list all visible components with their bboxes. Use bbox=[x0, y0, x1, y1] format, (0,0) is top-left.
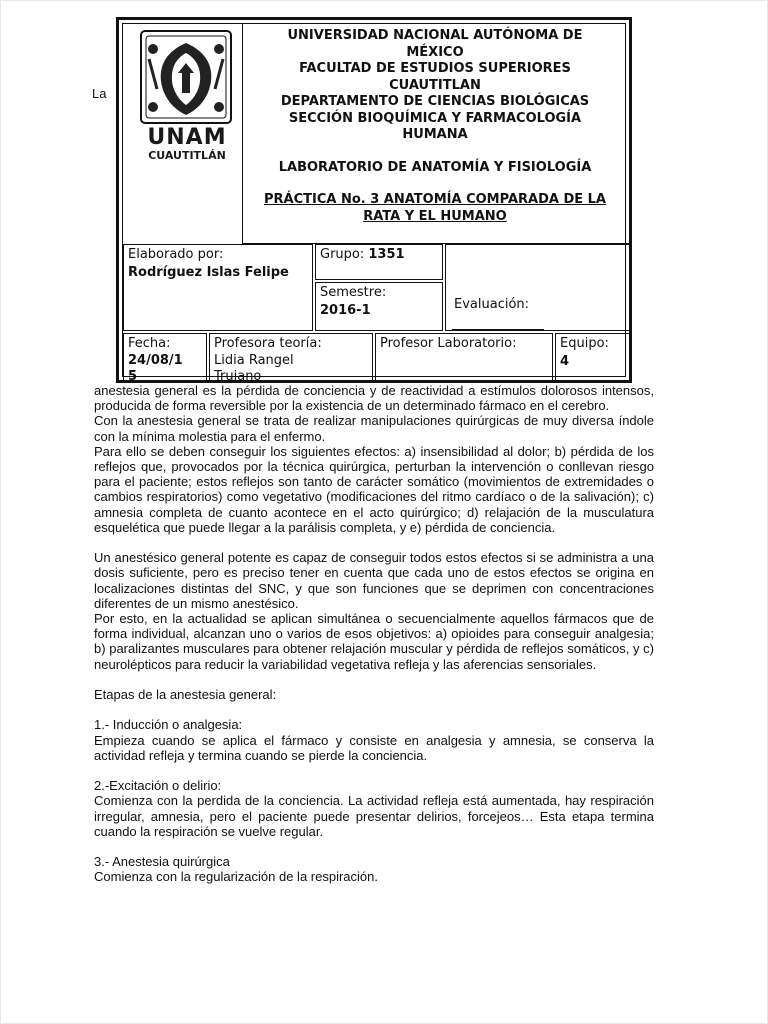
evaluacion-blank-line bbox=[452, 329, 544, 330]
profesora-cell bbox=[209, 333, 373, 383]
elaborado-cell bbox=[123, 244, 313, 331]
title-line: DEPARTAMENTO DE CIENCIAS BIOLÓGICAS bbox=[280, 94, 590, 109]
semestre-cell bbox=[315, 282, 443, 331]
paragraph: Comienza con la regularización de la respiración. bbox=[94, 869, 378, 885]
document-body bbox=[94, 383, 654, 885]
stage-heading: 1.- Inducción o analgesia: bbox=[94, 717, 243, 733]
grupo-cell bbox=[315, 244, 443, 280]
title-line: UNIVERSIDAD NACIONAL AUTÓNOMA DE bbox=[287, 28, 583, 43]
stage-heading: 3.- Anestesia quirúrgica bbox=[94, 854, 230, 870]
fecha-label: Fecha: bbox=[128, 336, 171, 351]
title-line: CUAUTITLAN bbox=[389, 77, 481, 93]
semestre-label: Semestre: bbox=[320, 285, 387, 300]
paragraph: Un anestésico general potente es capaz de conseguir todos estos efectos si se administra a una dosis suficiente, pero es preciso tener en cuenta que cada uno de estos efectos se origina en localizaciones distintas del SNC, y que son funciones que se deprimen con concentraciones diferentes de un mismo anestésico. bbox=[94, 550, 654, 611]
title-cell bbox=[242, 24, 632, 244]
stage-heading: 2.-Excitación o delirio: bbox=[94, 778, 222, 794]
equipo-value: 4 bbox=[560, 354, 570, 369]
logo-name: UNAM bbox=[147, 125, 227, 150]
paragraph: anestesia general es la pérdida de conciencia y de reactividad a estímulos dolorosos intensos, producida de forma reversible por la existencia de un determinado fármaco en el cerebro. bbox=[94, 383, 654, 414]
leading-word: La bbox=[92, 86, 107, 101]
paragraph: Con la anestesia general se trata de realizar manipulaciones quirúrgicas de muy diversa índole con la mínima molestia para el enfermo. bbox=[94, 413, 654, 444]
fecha-value-2: 5 bbox=[128, 369, 138, 384]
title-line: SECCIÓN BIOQUÍMICA Y FARMACOLOGÍA bbox=[288, 110, 582, 126]
lab-title: LABORATORIO DE ANATOMÍA Y FISIOLOGÍA bbox=[278, 159, 592, 175]
elaborado-label: Elaborado por: bbox=[128, 247, 224, 262]
equipo-label: Equipo: bbox=[560, 336, 609, 351]
fecha-value-1: 24/08/1 bbox=[128, 353, 183, 368]
title-line: MÉXICO bbox=[406, 44, 464, 60]
fecha-cell bbox=[123, 333, 207, 383]
semestre-value: 2016-1 bbox=[320, 303, 371, 318]
practice-title-line-1: PRÁCTICA No. 3 ANATOMÍA COMPARADA DE LA bbox=[263, 192, 606, 207]
paragraph: Empieza cuando se aplica el fármaco y consiste en analgesia y amnesia, se conserva la actividad refleja y termina cuando se pierde la conciencia. bbox=[94, 732, 654, 763]
paragraph: Comienza con la perdida de la conciencia. La actividad refleja está aumentada, hay respiración irregular, amnesia, pero el paciente puede presentar delirios, forcejeos… Esta etapa termina cuando la respiración se vuelve regular. bbox=[94, 793, 654, 839]
grupo-label: Grupo: bbox=[320, 247, 365, 262]
profesora-value-1: Lidia Rangel bbox=[214, 353, 294, 368]
section-heading: Etapas de la anestesia general: bbox=[94, 687, 277, 703]
evaluacion-cell bbox=[445, 244, 631, 331]
grupo-value: 1351 bbox=[368, 247, 405, 262]
unam-logo bbox=[133, 29, 238, 177]
evaluacion-label: Evaluación: bbox=[454, 297, 530, 312]
practice-title-line-2: RATA Y EL HUMANO bbox=[363, 208, 507, 224]
logo-subtitle: CUAUTITLÁN bbox=[148, 149, 226, 162]
paragraph: Por esto, en la actualidad se aplican simultánea o secuencialmente aquellos fármacos que de forma individual, alcanzan uno o varios de esos objetivos: a) opioides para conseguir analgesia; b) paralizantes musculares para obtener relajación muscular y pérdida de reflejos somáticos, y c) neurolépticos para reducir la variabilidad vegetativa refleja y las aferencias sensoriales. bbox=[94, 611, 654, 672]
profesora-label: Profesora teoría: bbox=[214, 336, 322, 351]
header-table-inner bbox=[122, 23, 626, 384]
title-line: HUMANA bbox=[402, 127, 468, 142]
paragraph: Para ello se deben conseguir los siguientes efectos: a) insensibilidad al dolor; b) pérdida de los reflejos que, provocados por la técnica quirúrgica, perturban la intervención o conllevan riesgo para el paciente; estos reflejos son tanto de carácter somático (movimientos de extremidades o cambios respiratorios) como vegetativo (modificaciones del ritmo cardíaco o de la salivación); c) amnesia completa de cuanto acontece en el acto quirúrgico; d) relajación de la musculatura esquelética que puede llegar a la parálisis completa, y e) pérdida de conciencia. bbox=[94, 443, 654, 535]
profesora-value-2: Trujano bbox=[214, 369, 262, 384]
title-line: FACULTAD DE ESTUDIOS SUPERIORES bbox=[299, 61, 571, 76]
header-table bbox=[116, 17, 632, 383]
profesor-lab-cell bbox=[375, 333, 553, 383]
elaborado-value: Rodríguez Islas Felipe bbox=[128, 265, 289, 280]
institution-title bbox=[243, 28, 627, 225]
profesor-lab-label: Profesor Laboratorio: bbox=[380, 336, 517, 351]
equipo-cell bbox=[555, 333, 631, 383]
